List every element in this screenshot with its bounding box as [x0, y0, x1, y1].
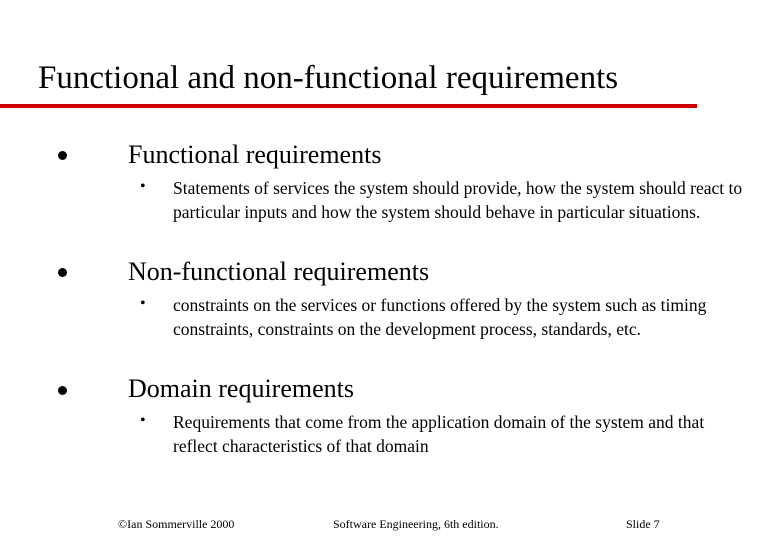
- requirement-detail: Requirements that come from the application domain of the system and that reflect characteristics of that domain: [173, 412, 705, 456]
- slide-title: Functional and non-functional requirements: [38, 60, 619, 96]
- requirement-detail: constraints on the services or functions offered by the system such as timing constraints, constraints on the development process, standards, etc.: [173, 295, 707, 339]
- bullet-icon: [58, 386, 67, 395]
- sub-bullet-icon: •: [140, 178, 146, 195]
- footer-slide-number: Slide 7: [626, 517, 660, 531]
- bullet-icon: [58, 268, 67, 277]
- bullet-icon: [58, 151, 67, 160]
- sub-bullet-icon: •: [140, 412, 146, 429]
- requirement-heading: Domain requirements: [128, 374, 354, 403]
- footer-copyright: ©Ian Sommerville 2000: [118, 517, 235, 531]
- footer-book-title: Software Engineering, 6th edition.: [333, 517, 499, 531]
- requirement-detail: Statements of services the system should provide, how the system should react to particular inputs and how the system should behave in particular situations.: [173, 178, 743, 222]
- title-underline: [0, 104, 697, 108]
- requirement-heading: Functional requirements: [128, 140, 382, 169]
- requirement-heading: Non-functional requirements: [128, 257, 430, 286]
- sub-bullet-icon: •: [140, 295, 146, 312]
